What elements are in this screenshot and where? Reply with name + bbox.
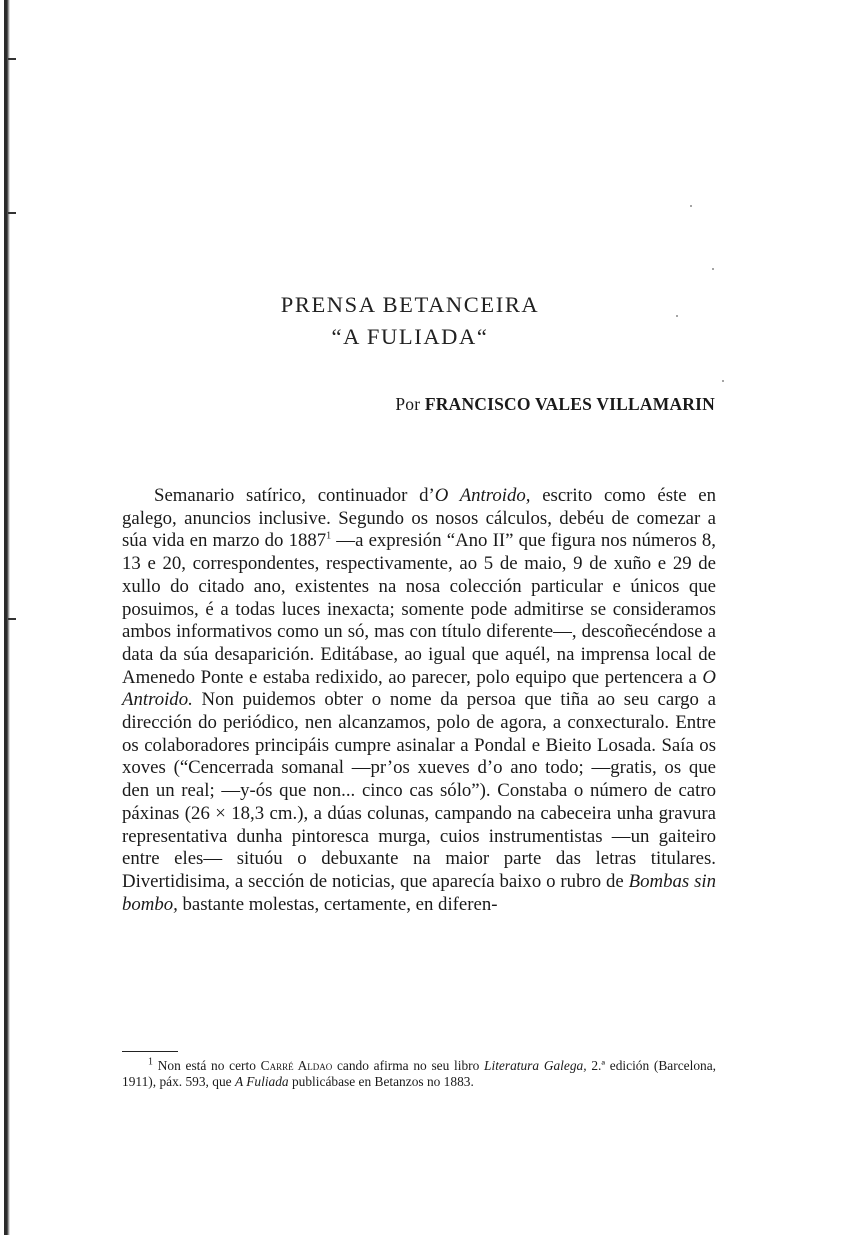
footnote-text-run: cando afirma no seu libro	[332, 1058, 485, 1073]
scan-edge-mark	[8, 58, 16, 60]
footnote	[122, 1058, 716, 1090]
byline	[395, 394, 715, 415]
footnote-paragraph	[122, 1058, 716, 1090]
scan-edge-mark	[8, 212, 16, 214]
body-text-run: Semanario satírico, continuador d’	[154, 485, 435, 506]
body-italic-title: O Antroido,	[434, 485, 531, 506]
byline-author: FRANCISCO VALES VILLAMARIN	[424, 394, 715, 414]
body-paragraph	[122, 485, 716, 916]
footnote-author-name: Carré Aldao	[260, 1058, 333, 1073]
footnote-text-run: 2.ª edición (Barcelona, 1911), páx. 593, que	[122, 1058, 716, 1089]
scan-speck	[690, 205, 692, 207]
body-text-run: bastante molestas, certamente, en diferen-	[177, 893, 498, 915]
article-body	[122, 485, 716, 916]
body-text-run: escrito como éste en galego, anuncios inclusive. Segundo os nosos cálculos, debéu de comezar a súa vida en marzo do 1887	[122, 485, 717, 552]
footnote-italic-title: A Fuliada	[234, 1074, 289, 1089]
body-italic-title: O Antroido.	[122, 666, 716, 711]
footnote-text-run: publicábase en Betanzos no 1883.	[288, 1074, 474, 1089]
body-italic-title: Bombas sin bombo,	[122, 870, 716, 915]
footnote-divider	[122, 1051, 178, 1052]
page-title: PRENSA BETANCEIRA	[280, 292, 540, 317]
footnote-marker: 1	[148, 1056, 153, 1068]
footnote-italic-title: Literatura Galega,	[484, 1058, 587, 1073]
scan-speck	[676, 315, 678, 317]
byline-prefix: Por	[395, 394, 425, 414]
body-text-run: Non puidemos obter o nome da persoa que tiña ao seu cargo a dirección do periódico, nen alcanzamos, polo de agora, a conxecturalo. Entre os colaboradores principáis cumpre asinalar a Pondal e Bieito Losada. Saía os xoves (“Cencerrada somanal —pr’os xueves d’o ano todo; —gratis, os que den un real; —y-ós que non... cinco cas sólo”). Constaba o número de catro páxinas (26 × 18,3 cm.), a dúas colunas, campando na cabeceira unha gravura representativa dunha pintoresca murga, cuios instrumentistas —un gaiteiro entre eles— situóu o debuxante na maior parte das letras titulares. Divertidisima, a sección de noticias, que aparecía baixo o rubro de	[122, 689, 716, 892]
scan-speck	[712, 268, 714, 270]
scan-edge-mark	[8, 618, 16, 620]
scan-speck	[722, 380, 724, 382]
body-text-run: —a expresión “Ano II” que figura nos números 8, 13 e 20, correspondentes, respectivamente, ao 5 de maio, 9 de xuño e 29 de xullo do citado ano, existentes na nosa colección particular e únicos que posuimos, é a todas luces inexacta; somente pode admitirse se consideramos ambos informativos como un só, mas con título diferente—, descoñecéndose a data da súa desaparición. Editábase, ao igual que aquél, na imprensa local de Amenedo Ponte e estaba redixido, ao parecer, polo equipo que pertencera a	[122, 530, 717, 688]
footnote-text-run: Non está no certo	[153, 1058, 261, 1073]
footnote-reference: 1	[326, 531, 332, 543]
page-subtitle: “A FULIADA“	[331, 324, 489, 349]
